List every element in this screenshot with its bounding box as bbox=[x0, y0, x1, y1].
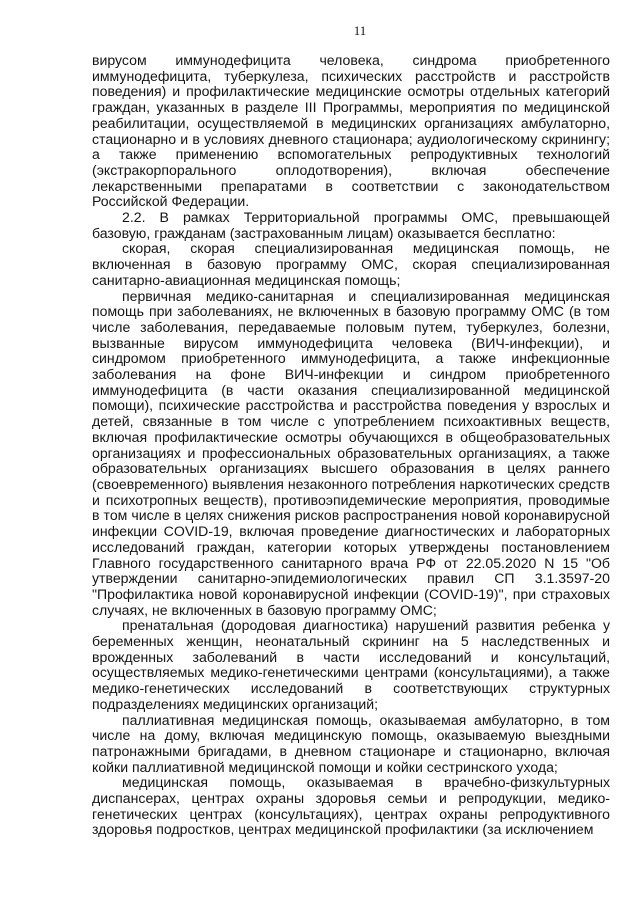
paragraph-emergency-care: скорая, скорая специализированная медицинская помощь, не включенная в базовую программу ОМС, скорая специализированная санитарно-авиационная медицинская помощь; bbox=[92, 240, 610, 288]
paragraph-primary-care: первичная медико-санитарная и специализированная медицинская помощь при заболеваниях, не включенных в базовую программу ОМС (в том числе заболевания, передаваемые половым путем, туберкулез, болезни, вызванные вирусом иммунодефицита человека (ВИЧ-инфекции), и синдромом приобретенного иммунодефицита, а также инфекционные заболевания на фоне ВИЧ-инфекции и синдром приобретенного иммунодефицита (в части оказания специализированной медицинской помощи), психические расстройства и расстройства поведения у взрослых и детей, связанные в том числе с употреблением психоактивных веществ, включая профилактические осмотры обучающихся в общеобразовательных организациях и профессиональных образовательных организациях, а также образовательных организациях высшего образования в целях раннего (своевременного) выявления незаконного потребления наркотических средств и психотропных веществ), противоэпидемические мероприятия, проводимые в том числе в целях снижения рисков распространения новой коронавирусной инфекции COVID-19, включая проведение диагностических и лабораторных исследований граждан, категории которых утверждены постановлением Главного государственного санитарного врача РФ от 22.05.2020 N 15 "Об утверждении санитарно-эпидемиологических правил СП 3.1.3597-20 "Профилактика новой коронавирусной инфекции (COVID-19)", при страховых случаях, не включенных в базовую программу ОМС; bbox=[92, 287, 610, 618]
page-number: 11 bbox=[353, 23, 367, 38]
paragraph-continuation: вирусом иммунодефицита человека, синдрома приобретенного иммунодефицита, туберкулеза, психических расстройств и расстройств поведения) и профилактические медицинские осмотры отдельных категорий граждан, указанных в разделе III Программы, мероприятия по медицинской реабилитации, осуществляемой в медицинских организациях амбулаторно, стационарно и в условиях дневного стационара; аудиологическому скринингу; а также применению вспомогательных репродуктивных технологий (экстракорпорального оплодотворения), включая обеспечение лекарственными препаратами в соответствии с законодательством Российской Федерации. bbox=[92, 52, 610, 210]
paragraph-specialized-centers: медицинская помощь, оказываемая в врачебно-физкультурных диспансерах, центрах охраны здоровья семьи и репродукции, медико-генетических центрах (консультациях), центрах охраны репродуктивного здоровья подростков, центрах медицинской профилактики (за исключением bbox=[92, 774, 610, 838]
paragraph-section-2-2: 2.2. В рамках Территориальной программы ОМС, превышающей базовую, гражданам (застрахованным лицам) оказывается бесплатно: bbox=[92, 209, 610, 241]
paragraph-palliative-care: паллиативная медицинская помощь, оказываемая амбулаторно, в том числе на дому, включая медицинскую помощь, оказываемую выездными патронажными бригадами, в дневном стационаре и стационарно, включая койки паллиативной медицинской помощи и койки сестринского ухода; bbox=[92, 711, 610, 775]
paragraph-prenatal-diagnostics: пренатальная (дородовая диагностика) нарушений развития ребенка у беременных женщин, неонатальный скрининг на 5 наследственных и врожденных заболеваний в части исследований и консультаций, осуществляемых медико-генетическими центрами (консультациями), а также медико-генетических исследований в соответствующих структурных подразделениях медицинских организаций; bbox=[92, 617, 610, 712]
